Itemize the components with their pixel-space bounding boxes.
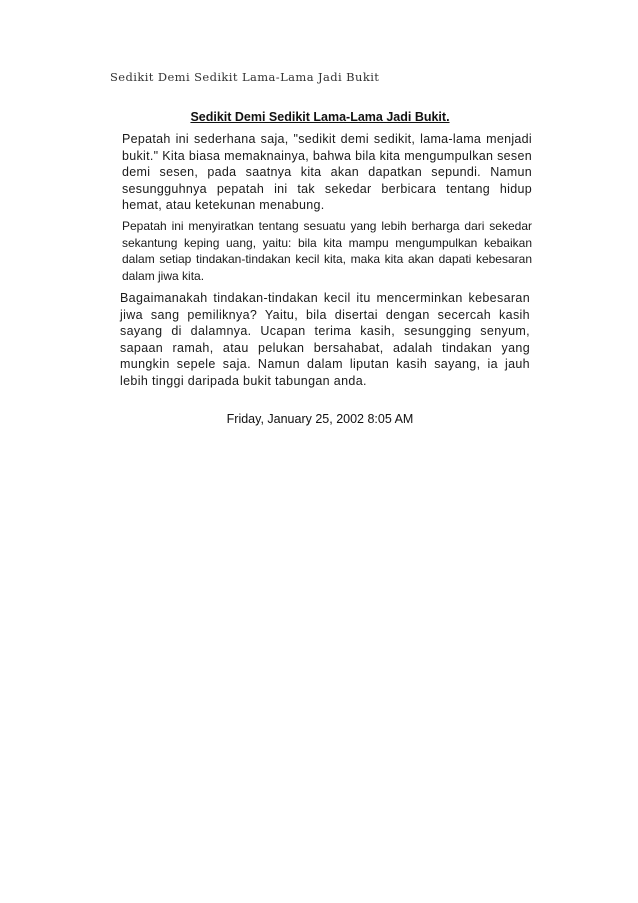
paragraph-2: Pepatah ini menyiratkan tentang sesuatu yang lebih berharga dari sekedar sekantung keping uang, yaitu: bila kita mampu mengumpulkan kebaikan dalam setiap tindakan-tindakan kecil kita, maka kita akan dapati kebesaran dalam jiwa kita.	[122, 219, 532, 283]
paragraph-3: Bagaimanakah tindakan-tindakan kecil itu mencerminkan kebesaran jiwa sang pemiliknya? Yaitu, bila disertai dengan secercah kasih sayang di dalamnya. Ucapan terima kasih, sesungging senyum, sapaan ramah, atau pelukan bersahabat, adalah tindakan yang mungkin sepele saja. Namun dalam liputan kasih sayang, ia jauh lebih tinggi daripada bukit tabungan anda.	[120, 291, 530, 388]
paragraph-1: Pepatah ini sederhana saja, "sedikit demi sedikit, lama-lama menjadi bukit." Kita biasa memaknainya, bahwa bila kita mengumpulkan sesen demi sesen, pada saatnya kita akan dapatkan sepundi. Namun sesungguhnya pepatah ini tak sekedar berbicara tentang hidup hemat, atau ketekunan menabung.	[122, 132, 532, 213]
post-date: Friday, January 25, 2002 8:05 AM	[226, 412, 414, 426]
running-header: Sedikit Demi Sedikit Lama-Lama Jadi Bukit	[110, 70, 380, 84]
article-title: Sedikit Demi Sedikit Lama-Lama Jadi Bukit.	[190, 110, 450, 124]
